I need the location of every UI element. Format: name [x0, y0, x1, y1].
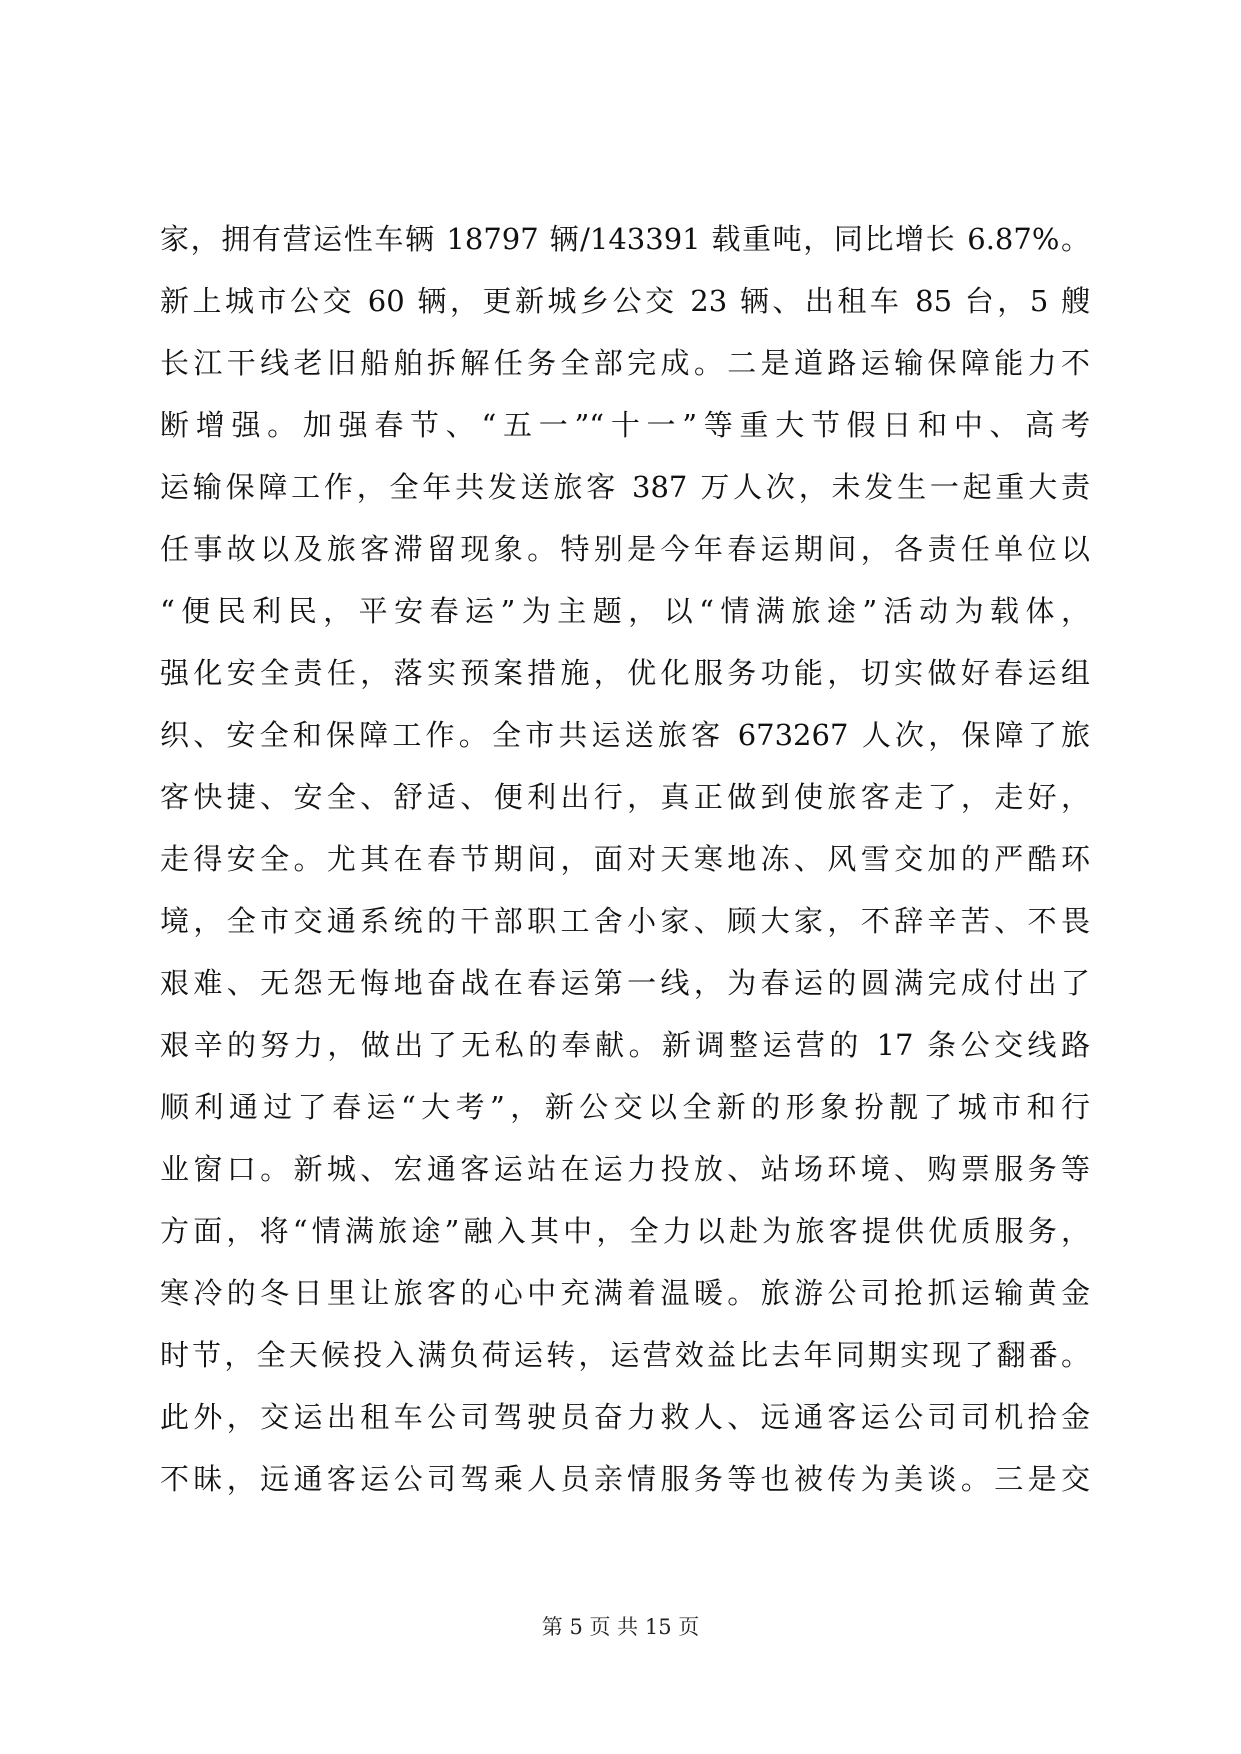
text-line: 断增强。加强春节、“五一”“十一”等重大节假日和中、高考 [160, 408, 1090, 442]
text-line: 时节，全天候投入满负荷运转，运营效益比去年同期实现了翻番。 [160, 1338, 1090, 1372]
text-line: 新上城市公交 60 辆，更新城乡公交 23 辆、出租车 85 台，5 艘 [160, 284, 1090, 318]
text-line: 方面，将“情满旅途”融入其中，全力以赴为旅客提供优质服务， [160, 1214, 1090, 1248]
text-line: 顺利通过了春运“大考”，新公交以全新的形象扮靓了城市和行 [160, 1090, 1090, 1124]
text-line: 家，拥有营运性车辆 18797 辆/143391 载重吨，同比增长 6.87%。 [160, 222, 1090, 256]
text-line: 强化安全责任，落实预案措施，优化服务功能，切实做好春运组 [160, 656, 1090, 690]
text-line: 织、安全和保障工作。全市共运送旅客 673267 人次，保障了旅 [160, 718, 1090, 752]
body-text [160, 208, 1090, 1510]
text-line: “便民利民，平安春运”为主题，以“情满旅途”活动为载体， [160, 594, 1090, 628]
page-footer: 第 5 页 共 15 页 [541, 1615, 700, 1639]
text-line: 艰难、无怨无悔地奋战在春运第一线，为春运的圆满完成付出了 [160, 966, 1090, 1000]
text-line: 寒冷的冬日里让旅客的心中充满着温暖。旅游公司抢抓运输黄金 [160, 1276, 1090, 1310]
text-line: 走得安全。尤其在春节期间，面对天寒地冻、风雪交加的严酷环 [160, 842, 1090, 876]
text-line: 客快捷、安全、舒适、便利出行，真正做到使旅客走了，走好， [160, 780, 1090, 814]
text-line: 不昧，远通客运公司驾乘人员亲情服务等也被传为美谈。三是交 [160, 1462, 1090, 1496]
text-line: 境，全市交通系统的干部职工舍小家、顾大家，不辞辛苦、不畏 [160, 904, 1090, 938]
text-line: 任事故以及旅客滞留现象。特别是今年春运期间，各责任单位以 [160, 532, 1090, 566]
text-line: 长江干线老旧船舶拆解任务全部完成。二是道路运输保障能力不 [160, 346, 1090, 380]
text-line: 艰辛的努力，做出了无私的奉献。新调整运营的 17 条公交线路 [160, 1028, 1090, 1062]
text-line: 业窗口。新城、宏通客运站在运力投放、站场环境、购票服务等 [160, 1152, 1090, 1186]
text-line: 运输保障工作，全年共发送旅客 387 万人次，未发生一起重大责 [160, 470, 1090, 504]
text-line: 此外，交运出租车公司驾驶员奋力救人、远通客运公司司机拾金 [160, 1400, 1090, 1434]
